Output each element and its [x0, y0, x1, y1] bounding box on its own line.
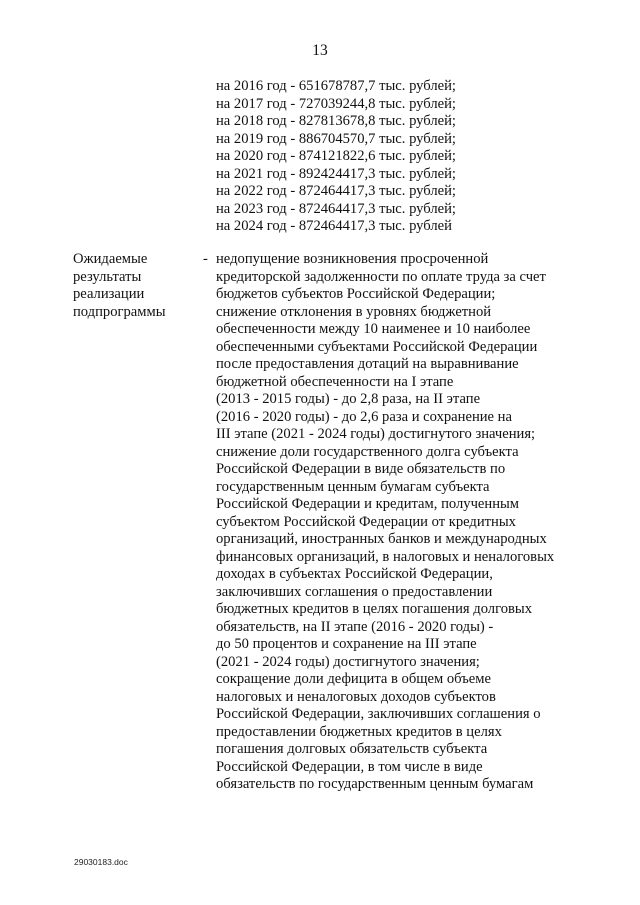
label-line: подпрограммы — [73, 303, 166, 320]
result-line: (2021 - 2024 годы) достигнутого значения; — [216, 653, 480, 670]
funding-line-2019: на 2019 год - 886704570,7 тыс. рублей; — [216, 130, 456, 147]
result-line: бюджетной обеспеченности на I этапе — [216, 373, 454, 390]
result-line: заключивших соглашения о предоставлении — [216, 583, 493, 600]
result-line: сокращение доли дефицита в общем объеме — [216, 671, 491, 687]
result-line: снижение доли государственного долга субъекта — [216, 443, 519, 460]
funding-list — [216, 78, 596, 236]
result-line: обеспеченности между 10 наименее и 10 наиболее — [216, 321, 531, 337]
result-line: после предоставления дотаций на выравнивание — [216, 356, 519, 372]
expected-results-text — [216, 251, 596, 794]
result-line: обеспеченными субъектами Российской Федерации — [216, 338, 538, 355]
result-line: финансовых организаций, в налоговых и неналоговых — [216, 548, 555, 565]
result-line: снижение отклонения в уровнях бюджетной — [216, 303, 492, 320]
expected-results-label — [73, 251, 193, 321]
footer-filename: 29030183.doc — [74, 857, 128, 867]
result-line: (2013 - 2015 годы) - до 2,8 раза, на II этапе — [216, 391, 481, 407]
funding-line-2016: на 2016 год - 651678787,7 тыс. рублей; — [216, 78, 456, 94]
result-line: бюджетных кредитов в целях погашения долговых — [216, 601, 533, 617]
result-line: Российской Федерации в виде обязательств по — [216, 461, 506, 477]
funding-line-2021: на 2021 год - 892424417,3 тыс. рублей; — [216, 165, 456, 182]
result-line: III этапе (2021 - 2024 годы) достигнутого значения; — [216, 426, 536, 442]
label-separator-dash: - — [203, 251, 208, 267]
result-line: государственным ценным бумагам субъекта — [216, 478, 490, 495]
result-line: недопущение возникновения просроченной — [216, 251, 489, 267]
result-line: организаций, иностранных банков и международных — [216, 531, 547, 547]
result-line: бюджетов субъектов Российской Федерации; — [216, 286, 496, 302]
funding-line-2017: на 2017 год - 727039244,8 тыс. рублей; — [216, 95, 456, 112]
result-line: кредиторской задолженности по оплате труда за счет — [216, 268, 546, 285]
funding-line-2020: на 2020 год - 874121822,6 тыс. рублей; — [216, 148, 456, 164]
result-line: обязательств по государственным ценным бумагам — [216, 776, 534, 792]
result-line: Российской Федерации, заключивших соглашения о — [216, 706, 541, 722]
funding-line-2022: на 2022 год - 872464417,3 тыс. рублей; — [216, 183, 456, 199]
funding-line-2024: на 2024 год - 872464417,3 тыс. рублей — [216, 218, 452, 234]
funding-line-2018: на 2018 год - 827813678,8 тыс. рублей; — [216, 113, 456, 129]
result-line: доходах в субъектах Российской Федерации, — [216, 566, 493, 582]
label-line: результаты — [73, 268, 142, 285]
result-line: субъектом Российской Федерации от кредитных — [216, 513, 516, 530]
result-line: до 50 процентов и сохранение на III этапе — [216, 636, 477, 652]
result-line: погашения долговых обязательств субъекта — [216, 741, 488, 757]
result-line: обязательств, на II этапе (2016 - 2020 годы) - — [216, 618, 494, 635]
label-line: реализации — [73, 286, 145, 302]
funding-line-2023: на 2023 год - 872464417,3 тыс. рублей; — [216, 200, 456, 217]
page-number: 13 — [312, 42, 328, 59]
result-line: Российской Федерации, в том числе в виде — [216, 758, 483, 775]
result-line: Российской Федерации и кредитам, полученным — [216, 496, 520, 512]
result-line: (2016 - 2020 годы) - до 2,6 раза и сохранение на — [216, 408, 512, 425]
result-line: предоставлении бюджетных кредитов в целях — [216, 723, 502, 740]
label-line: Ожидаемые — [73, 251, 148, 267]
result-line: налоговых и неналоговых доходов субъектов — [216, 688, 496, 705]
